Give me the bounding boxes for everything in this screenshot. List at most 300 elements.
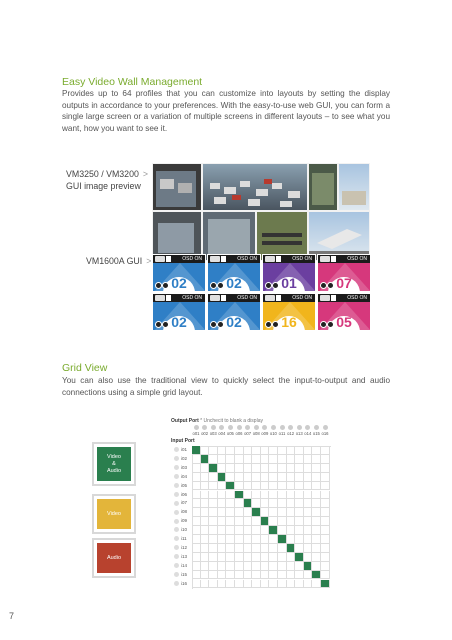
grid-cell[interactable]	[321, 499, 330, 508]
grid-cell[interactable]	[269, 571, 278, 580]
grid-cell[interactable]	[192, 491, 201, 500]
gui-tile[interactable]	[262, 254, 316, 292]
speaker-icon[interactable]	[265, 321, 272, 328]
grid-cell[interactable]	[235, 473, 244, 482]
grid-cell[interactable]	[278, 544, 287, 553]
grid-cell[interactable]	[278, 499, 287, 508]
input-row-label[interactable]	[174, 562, 187, 570]
grid-cell[interactable]	[209, 553, 218, 562]
grid-cell[interactable]	[218, 508, 227, 517]
grid-cell[interactable]	[252, 580, 261, 589]
grid-cell[interactable]	[226, 562, 235, 571]
radio-icon[interactable]	[174, 536, 179, 541]
grid-cell[interactable]	[287, 526, 296, 535]
grid-cell[interactable]	[192, 464, 201, 473]
grid-cell[interactable]	[312, 508, 321, 517]
grid-cell[interactable]	[209, 535, 218, 544]
grid-cell[interactable]	[244, 562, 253, 571]
grid-cell[interactable]	[278, 580, 287, 589]
grid-cell[interactable]	[321, 535, 330, 544]
dropdown-arrow-icon[interactable]	[166, 256, 171, 262]
grid-cell[interactable]	[218, 553, 227, 562]
grid-cell[interactable]	[226, 464, 235, 473]
grid-cell[interactable]	[192, 535, 201, 544]
grid-cell[interactable]	[304, 544, 313, 553]
grid-cell[interactable]	[244, 571, 253, 580]
grid-cell[interactable]	[261, 571, 270, 580]
grid-cell[interactable]	[312, 473, 321, 482]
gui-tile[interactable]	[317, 293, 371, 331]
grid-cell[interactable]	[321, 473, 330, 482]
grid-cell[interactable]	[192, 508, 201, 517]
input-row-label[interactable]	[174, 580, 187, 588]
grid-cell[interactable]	[312, 499, 321, 508]
grid-cell[interactable]	[244, 517, 253, 526]
osd-toggle[interactable]: OSD ON	[347, 256, 367, 262]
grid-cell[interactable]	[304, 473, 313, 482]
input-row-label[interactable]	[174, 571, 187, 579]
input-row-label[interactable]	[174, 499, 187, 507]
grid-cell[interactable]	[201, 526, 210, 535]
grid-cell[interactable]	[226, 553, 235, 562]
grid-cell[interactable]	[269, 517, 278, 526]
grid-cell-active[interactable]	[304, 562, 313, 571]
radio-icon[interactable]	[174, 456, 179, 461]
grid-cell[interactable]	[295, 499, 304, 508]
grid-cell[interactable]	[244, 508, 253, 517]
grid-cell-active[interactable]	[321, 580, 330, 589]
grid-cell[interactable]	[218, 580, 227, 589]
lock-icon[interactable]	[327, 321, 334, 328]
grid-cell[interactable]	[269, 508, 278, 517]
grid-cell[interactable]	[269, 473, 278, 482]
grid-cell[interactable]	[304, 535, 313, 544]
grid-cell[interactable]	[192, 562, 201, 571]
grid-cell[interactable]	[261, 508, 270, 517]
output-checkbox[interactable]	[219, 425, 224, 430]
grid-cell[interactable]	[287, 482, 296, 491]
grid-cell[interactable]	[235, 508, 244, 517]
input-row-label[interactable]	[174, 508, 187, 516]
grid-cell[interactable]	[278, 464, 287, 473]
grid-cell[interactable]	[252, 491, 261, 500]
grid-cell[interactable]	[261, 526, 270, 535]
grid-cell[interactable]	[192, 517, 201, 526]
grid-cell[interactable]	[295, 464, 304, 473]
input-row-label[interactable]	[174, 544, 187, 552]
radio-icon[interactable]	[174, 545, 179, 550]
grid-cell[interactable]	[269, 446, 278, 455]
grid-cell[interactable]	[261, 455, 270, 464]
grid-cell[interactable]	[226, 455, 235, 464]
source-select-dropdown[interactable]	[320, 256, 330, 262]
grid-cell[interactable]	[312, 446, 321, 455]
grid-cell[interactable]	[304, 517, 313, 526]
output-checkbox[interactable]	[323, 425, 328, 430]
grid-cell[interactable]	[226, 473, 235, 482]
grid-cell[interactable]	[244, 491, 253, 500]
grid-cell[interactable]	[209, 482, 218, 491]
grid-cell[interactable]	[226, 517, 235, 526]
source-select-dropdown[interactable]	[155, 295, 165, 301]
grid-cell-active[interactable]	[295, 553, 304, 562]
grid-cell-active[interactable]	[192, 446, 201, 455]
grid-cell[interactable]	[192, 482, 201, 491]
grid-cell[interactable]	[226, 508, 235, 517]
grid-cell[interactable]	[226, 446, 235, 455]
grid-cell[interactable]	[269, 535, 278, 544]
dropdown-arrow-icon[interactable]	[166, 295, 171, 301]
osd-toggle[interactable]: OSD ON	[292, 256, 312, 262]
grid-cell[interactable]	[261, 464, 270, 473]
grid-cell[interactable]	[278, 482, 287, 491]
grid-cell[interactable]	[304, 499, 313, 508]
grid-cell[interactable]	[252, 455, 261, 464]
grid-cell[interactable]	[244, 553, 253, 562]
grid-cell[interactable]	[252, 473, 261, 482]
grid-cell[interactable]	[192, 580, 201, 589]
source-select-dropdown[interactable]	[210, 295, 220, 301]
speaker-icon[interactable]	[155, 321, 162, 328]
grid-cell[interactable]	[278, 526, 287, 535]
osd-toggle[interactable]: OSD ON	[182, 295, 202, 301]
output-checkbox[interactable]	[237, 425, 242, 430]
dropdown-arrow-icon[interactable]	[221, 295, 226, 301]
grid-cell[interactable]	[244, 473, 253, 482]
grid-cell[interactable]	[269, 562, 278, 571]
grid-cell[interactable]	[312, 535, 321, 544]
grid-cell[interactable]	[244, 526, 253, 535]
gui-tile[interactable]	[152, 254, 206, 292]
output-checkbox[interactable]	[194, 425, 199, 430]
grid-cell[interactable]	[295, 526, 304, 535]
grid-cell[interactable]	[235, 571, 244, 580]
input-row-label[interactable]	[174, 473, 187, 481]
grid-cell[interactable]	[261, 446, 270, 455]
radio-icon[interactable]	[174, 465, 179, 470]
grid-cell[interactable]	[218, 526, 227, 535]
gui-tile[interactable]	[207, 293, 261, 331]
grid-cell[interactable]	[287, 508, 296, 517]
dropdown-arrow-icon[interactable]	[331, 295, 336, 301]
grid-cell[interactable]	[201, 562, 210, 571]
grid-cell[interactable]	[321, 455, 330, 464]
radio-icon[interactable]	[174, 527, 179, 532]
grid-cell[interactable]	[269, 491, 278, 500]
input-row-label[interactable]	[174, 464, 187, 472]
radio-icon[interactable]	[174, 510, 179, 515]
lock-icon[interactable]	[162, 282, 169, 289]
radio-icon[interactable]	[174, 572, 179, 577]
osd-toggle[interactable]: OSD ON	[347, 295, 367, 301]
grid-cell[interactable]	[201, 499, 210, 508]
grid-cell[interactable]	[226, 580, 235, 589]
grid-cell[interactable]	[244, 544, 253, 553]
grid-cell[interactable]	[201, 464, 210, 473]
grid-cell[interactable]	[235, 580, 244, 589]
grid-cell[interactable]	[295, 446, 304, 455]
grid-cell[interactable]	[235, 446, 244, 455]
radio-icon[interactable]	[174, 483, 179, 488]
grid-cell[interactable]	[235, 553, 244, 562]
lock-icon[interactable]	[272, 321, 279, 328]
grid-cell[interactable]	[252, 526, 261, 535]
grid-cell[interactable]	[269, 580, 278, 589]
dropdown-arrow-icon[interactable]	[276, 256, 281, 262]
grid-cell[interactable]	[201, 517, 210, 526]
grid-cell[interactable]	[192, 526, 201, 535]
grid-cell[interactable]	[201, 535, 210, 544]
grid-cell[interactable]	[235, 517, 244, 526]
grid-cell[interactable]	[304, 482, 313, 491]
source-select-dropdown[interactable]	[265, 256, 275, 262]
grid-cell[interactable]	[218, 482, 227, 491]
grid-cell[interactable]	[295, 571, 304, 580]
grid-cell[interactable]	[201, 473, 210, 482]
output-checkbox[interactable]	[305, 425, 310, 430]
grid-cell[interactable]	[261, 473, 270, 482]
grid-cell[interactable]	[269, 464, 278, 473]
grid-cell[interactable]	[312, 455, 321, 464]
output-checkbox[interactable]	[271, 425, 276, 430]
grid-cell[interactable]	[295, 508, 304, 517]
grid-cell[interactable]	[201, 491, 210, 500]
grid-cell[interactable]	[261, 544, 270, 553]
grid-cell[interactable]	[201, 553, 210, 562]
radio-icon[interactable]	[174, 519, 179, 524]
grid-cell[interactable]	[261, 535, 270, 544]
grid-cell[interactable]	[304, 526, 313, 535]
grid-cell[interactable]	[252, 562, 261, 571]
radio-icon[interactable]	[174, 554, 179, 559]
grid-cell[interactable]	[295, 455, 304, 464]
grid-cell[interactable]	[261, 482, 270, 491]
grid-cell[interactable]	[295, 535, 304, 544]
grid-cell[interactable]	[261, 580, 270, 589]
grid-cell[interactable]	[287, 517, 296, 526]
grid-cell[interactable]	[295, 491, 304, 500]
radio-icon[interactable]	[174, 563, 179, 568]
grid-cell[interactable]	[218, 464, 227, 473]
grid-cell[interactable]	[269, 544, 278, 553]
grid-cell[interactable]	[235, 464, 244, 473]
grid-cell-active[interactable]	[278, 535, 287, 544]
grid-cell[interactable]	[278, 446, 287, 455]
grid-cell[interactable]	[201, 544, 210, 553]
grid-cell[interactable]	[287, 455, 296, 464]
input-row-label[interactable]	[174, 517, 187, 525]
grid-cell[interactable]	[218, 571, 227, 580]
grid-cell[interactable]	[295, 544, 304, 553]
grid-cell[interactable]	[269, 499, 278, 508]
grid-cell[interactable]	[218, 446, 227, 455]
grid-cell[interactable]	[218, 535, 227, 544]
grid-cell[interactable]	[218, 491, 227, 500]
grid-cell[interactable]	[278, 562, 287, 571]
dropdown-arrow-icon[interactable]	[331, 256, 336, 262]
source-select-dropdown[interactable]	[210, 256, 220, 262]
grid-cell[interactable]	[244, 455, 253, 464]
grid-cell[interactable]	[278, 517, 287, 526]
grid-cell[interactable]	[209, 526, 218, 535]
output-checkbox[interactable]	[314, 425, 319, 430]
grid-cell[interactable]	[235, 499, 244, 508]
input-row-label[interactable]	[174, 535, 187, 543]
grid-cell[interactable]	[261, 562, 270, 571]
speaker-icon[interactable]	[155, 282, 162, 289]
grid-cell[interactable]	[321, 526, 330, 535]
grid-cell[interactable]	[312, 580, 321, 589]
input-row-label[interactable]	[174, 553, 187, 561]
grid-cell[interactable]	[209, 580, 218, 589]
grid-cell[interactable]	[312, 482, 321, 491]
grid-cell[interactable]	[192, 571, 201, 580]
grid-cell[interactable]	[244, 482, 253, 491]
grid-cell[interactable]	[226, 499, 235, 508]
grid-cell[interactable]	[287, 464, 296, 473]
grid-cell[interactable]	[278, 553, 287, 562]
grid-cell[interactable]	[244, 446, 253, 455]
grid-cell[interactable]	[244, 535, 253, 544]
grid-cell[interactable]	[235, 455, 244, 464]
grid-cell-active[interactable]	[287, 544, 296, 553]
grid-cell-active[interactable]	[201, 455, 210, 464]
grid-cell[interactable]	[287, 562, 296, 571]
lock-icon[interactable]	[217, 282, 224, 289]
grid-cell[interactable]	[209, 455, 218, 464]
grid-cell[interactable]	[287, 571, 296, 580]
grid-cell[interactable]	[321, 482, 330, 491]
osd-toggle[interactable]: OSD ON	[237, 295, 257, 301]
grid-cell[interactable]	[201, 580, 210, 589]
grid-cell[interactable]	[287, 535, 296, 544]
grid-cell[interactable]	[295, 482, 304, 491]
grid-cell[interactable]	[278, 473, 287, 482]
grid-cell-active[interactable]	[226, 482, 235, 491]
grid-cell[interactable]	[321, 508, 330, 517]
input-row-label[interactable]	[174, 526, 187, 534]
source-select-dropdown[interactable]	[155, 256, 165, 262]
grid-cell[interactable]	[218, 562, 227, 571]
grid-cell-active[interactable]	[261, 517, 270, 526]
dropdown-arrow-icon[interactable]	[276, 295, 281, 301]
speaker-icon[interactable]	[265, 282, 272, 289]
grid-cell[interactable]	[209, 517, 218, 526]
lock-icon[interactable]	[327, 282, 334, 289]
input-row-label[interactable]	[174, 491, 187, 499]
grid-cell[interactable]	[201, 508, 210, 517]
grid-cell-active[interactable]	[235, 491, 244, 500]
grid-cell[interactable]	[321, 544, 330, 553]
radio-icon[interactable]	[174, 447, 179, 452]
grid-cell[interactable]	[287, 446, 296, 455]
grid-cell[interactable]	[226, 544, 235, 553]
grid-cell[interactable]	[312, 544, 321, 553]
grid-cell-active[interactable]	[209, 464, 218, 473]
lock-icon[interactable]	[272, 282, 279, 289]
output-checkbox[interactable]	[280, 425, 285, 430]
gui-tile[interactable]	[207, 254, 261, 292]
source-select-dropdown[interactable]	[320, 295, 330, 301]
output-checkbox[interactable]	[254, 425, 259, 430]
grid-cell[interactable]	[209, 499, 218, 508]
grid-cell[interactable]	[278, 571, 287, 580]
grid-cell[interactable]	[321, 562, 330, 571]
grid-cell[interactable]	[252, 464, 261, 473]
grid-cell[interactable]	[192, 544, 201, 553]
speaker-icon[interactable]	[210, 321, 217, 328]
grid-cell[interactable]	[287, 491, 296, 500]
output-checkbox[interactable]	[228, 425, 233, 430]
grid-cell[interactable]	[244, 580, 253, 589]
grid-cell[interactable]	[269, 482, 278, 491]
grid-cell[interactable]	[287, 473, 296, 482]
lock-icon[interactable]	[162, 321, 169, 328]
output-checkbox[interactable]	[245, 425, 250, 430]
grid-cell[interactable]	[201, 571, 210, 580]
output-checkbox[interactable]	[288, 425, 293, 430]
grid-cell[interactable]	[321, 571, 330, 580]
grid-cell[interactable]	[321, 491, 330, 500]
grid-cell[interactable]	[252, 535, 261, 544]
speaker-icon[interactable]	[210, 282, 217, 289]
grid-cell[interactable]	[252, 517, 261, 526]
grid-cell[interactable]	[209, 473, 218, 482]
grid-cell[interactable]	[209, 491, 218, 500]
grid-cell[interactable]	[218, 455, 227, 464]
grid-cell[interactable]	[252, 482, 261, 491]
grid-cell[interactable]	[261, 499, 270, 508]
grid-cell[interactable]	[252, 544, 261, 553]
grid-cell[interactable]	[287, 499, 296, 508]
grid-cell[interactable]	[252, 571, 261, 580]
grid-cell[interactable]	[209, 508, 218, 517]
grid-cell[interactable]	[304, 455, 313, 464]
grid-cell[interactable]	[295, 517, 304, 526]
grid-cell[interactable]	[218, 544, 227, 553]
grid-cell[interactable]	[218, 499, 227, 508]
grid-cell[interactable]	[226, 535, 235, 544]
grid-cell[interactable]	[235, 482, 244, 491]
grid-cell[interactable]	[269, 455, 278, 464]
grid-cell[interactable]	[295, 562, 304, 571]
input-row-label[interactable]	[174, 455, 187, 463]
input-row-label[interactable]	[174, 446, 187, 454]
grid-cell[interactable]	[192, 499, 201, 508]
grid-cell[interactable]	[226, 491, 235, 500]
grid-cell[interactable]	[312, 562, 321, 571]
grid-cell[interactable]	[226, 526, 235, 535]
grid-cell[interactable]	[304, 508, 313, 517]
osd-toggle[interactable]: OSD ON	[237, 256, 257, 262]
osd-toggle[interactable]: OSD ON	[292, 295, 312, 301]
grid-cell[interactable]	[304, 580, 313, 589]
grid-cell[interactable]	[287, 580, 296, 589]
grid-cell[interactable]	[312, 464, 321, 473]
input-row-label[interactable]	[174, 482, 187, 490]
grid-cell[interactable]	[321, 553, 330, 562]
grid-cell[interactable]	[235, 562, 244, 571]
source-select-dropdown[interactable]	[265, 295, 275, 301]
osd-toggle[interactable]: OSD ON	[182, 256, 202, 262]
grid-cell[interactable]	[312, 517, 321, 526]
radio-icon[interactable]	[174, 581, 179, 586]
grid-cell[interactable]	[287, 553, 296, 562]
grid-cell[interactable]	[192, 553, 201, 562]
grid-cell[interactable]	[218, 517, 227, 526]
grid-cell[interactable]	[235, 526, 244, 535]
output-checkbox[interactable]	[297, 425, 302, 430]
